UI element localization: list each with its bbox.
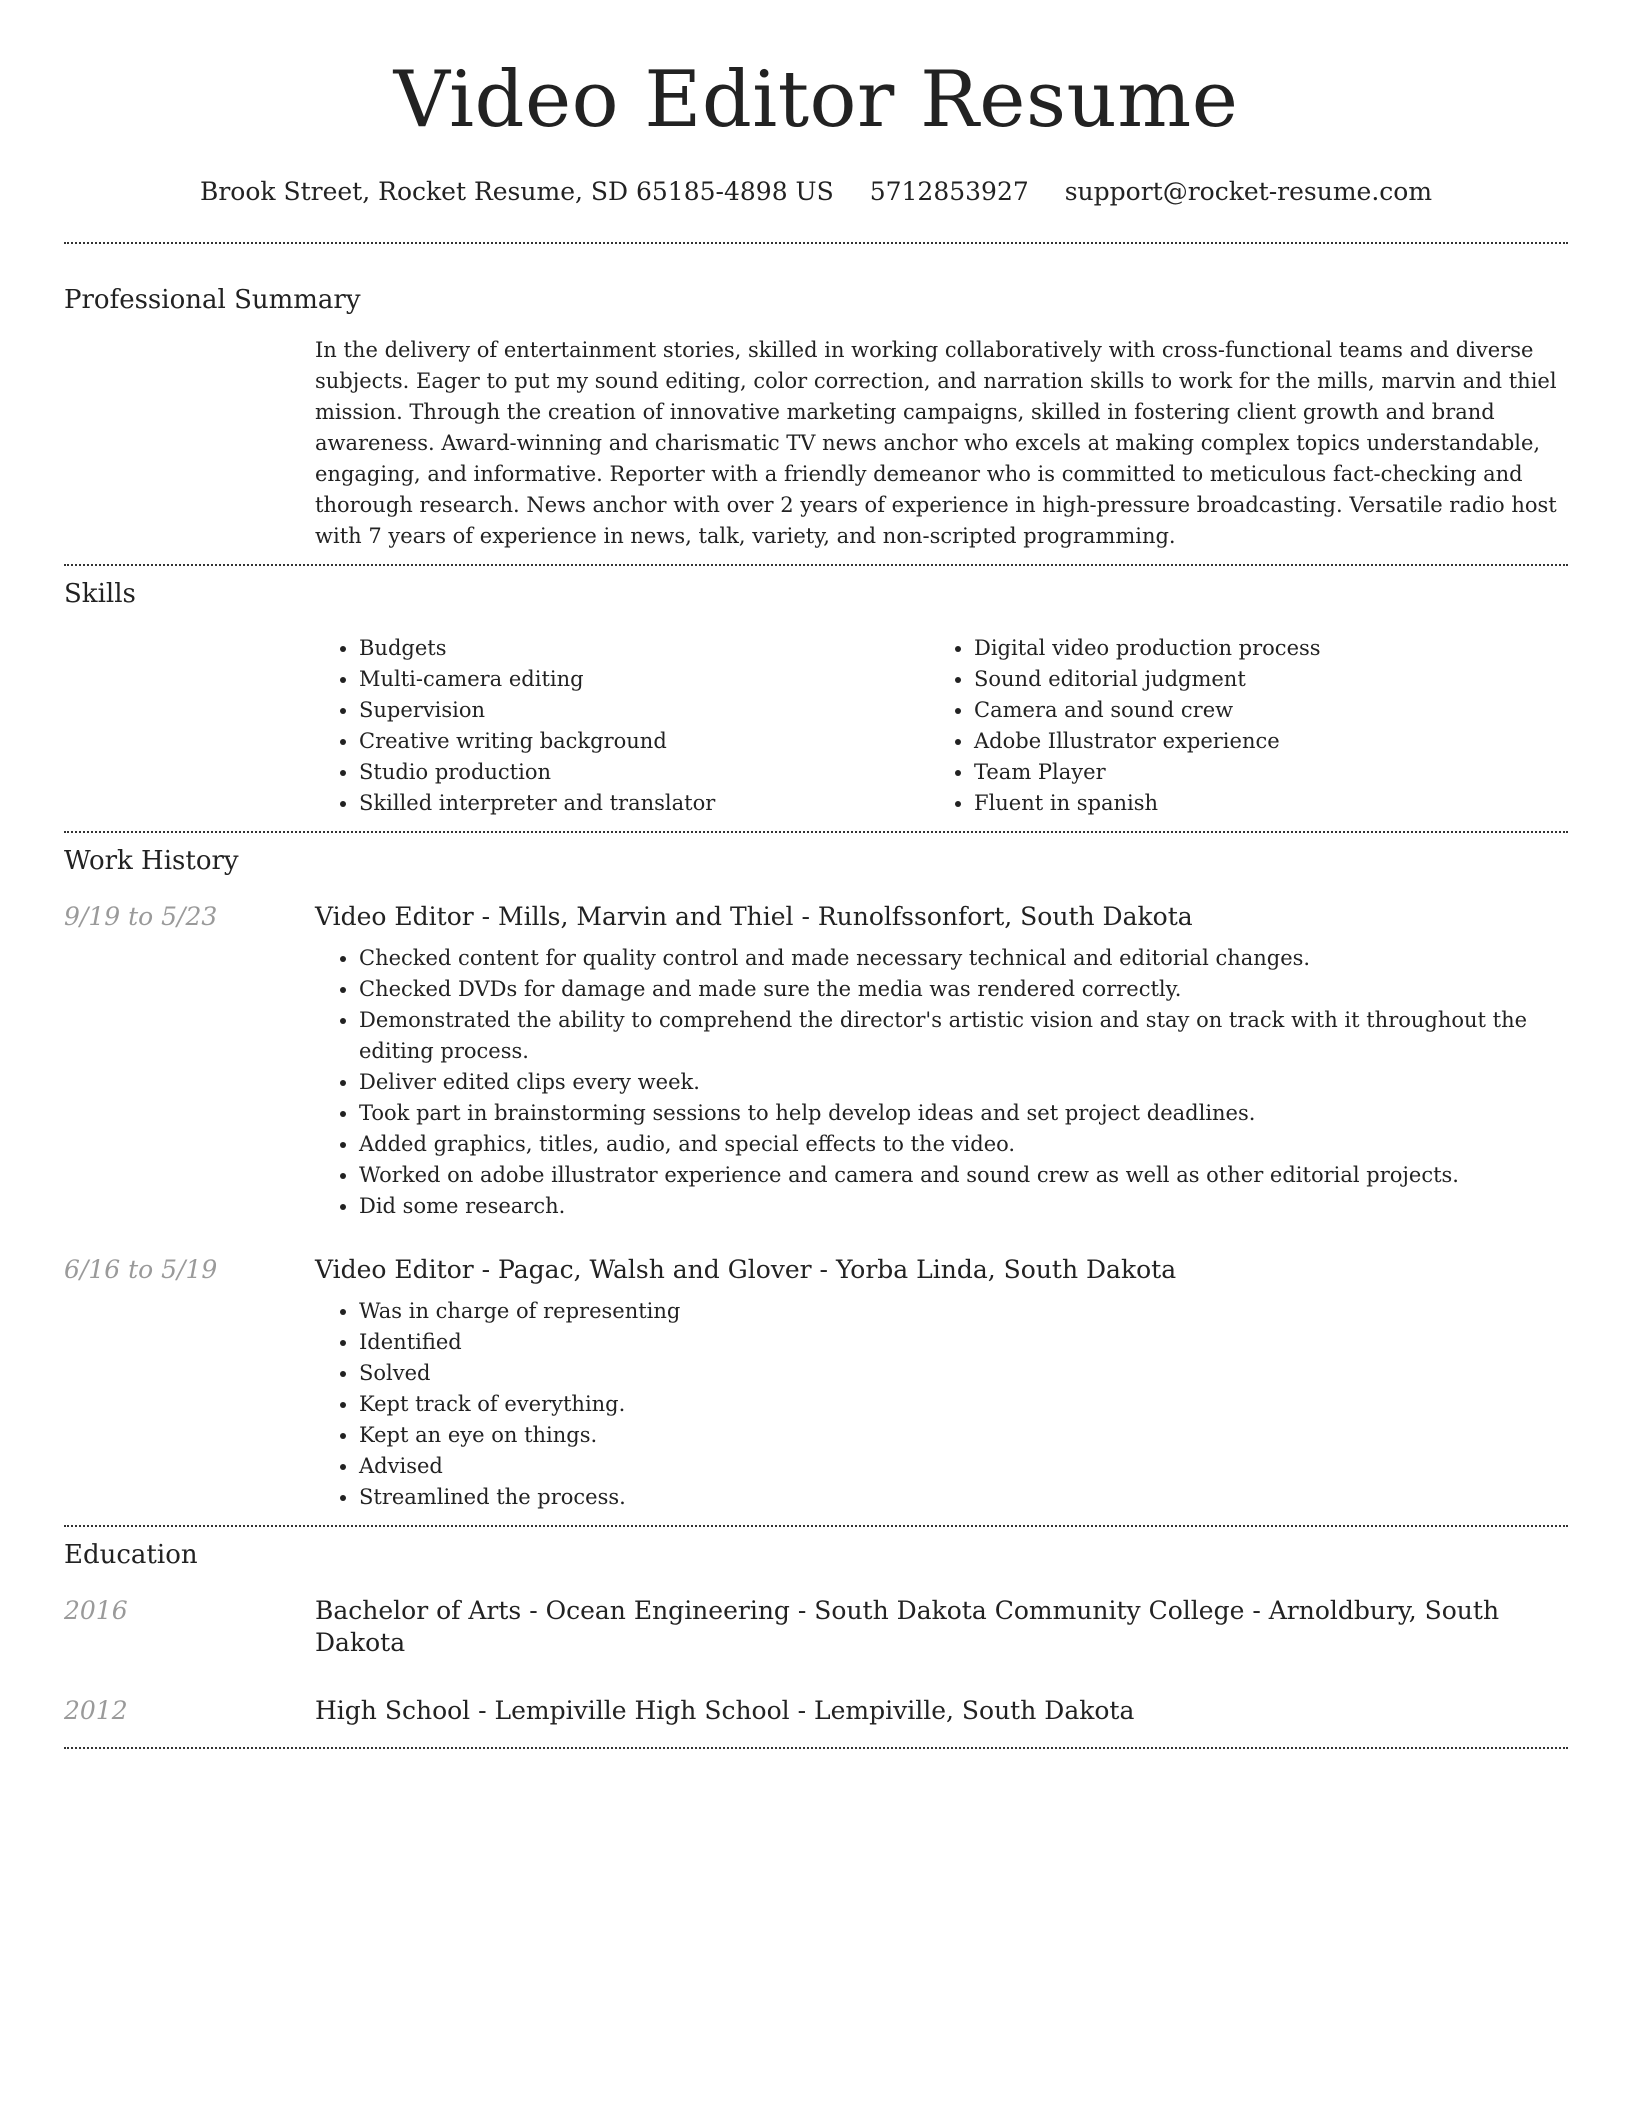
divider [64, 1747, 1568, 1749]
job-details: - Mills, Marvin and Thiel - Runolfssonfort, South Dakota [473, 902, 1193, 931]
skill-item: • Fluent in spanish [974, 788, 1545, 819]
job-title: Video Editor [315, 1255, 474, 1284]
job-entry [64, 1254, 1568, 1513]
education-content [315, 1595, 1568, 1659]
job-content [315, 901, 1568, 1222]
job-bullet: • Advised [359, 1451, 1568, 1482]
job-title: Video Editor [315, 902, 474, 931]
job-heading [315, 901, 1568, 933]
job-bullets [315, 943, 1568, 1222]
job-content [315, 1254, 1568, 1513]
job-bullet: • Solved [359, 1358, 1568, 1389]
contact-email: support@rocket-resume.com [1064, 177, 1433, 206]
education-degree: Bachelor of Arts - Ocean Engineering [315, 1596, 790, 1625]
skill-item: • Supervision [359, 695, 930, 726]
skills-heading: Skills [64, 579, 136, 609]
job-bullet: • Added graphics, titles, audio, and special effects to the video. [359, 1129, 1568, 1160]
divider [64, 564, 1568, 566]
work-heading: Work History [64, 846, 239, 876]
education-degree: High School [315, 1696, 471, 1725]
job-dates: 6/16 to 5/19 [64, 1255, 218, 1284]
job-bullet: • Did some research. [359, 1191, 1568, 1222]
education-heading-line [315, 1595, 1568, 1659]
education-year: 2016 [64, 1596, 128, 1625]
education-entry [64, 1695, 1568, 1727]
skill-item: • Camera and sound crew [974, 695, 1545, 726]
skills-column-left [315, 633, 930, 819]
education-entry [64, 1595, 1568, 1659]
resume-page [64, 0, 1568, 1749]
job-heading [315, 1254, 1568, 1286]
divider [64, 242, 1568, 244]
summary-text: In the delivery of entertainment stories, skilled in working collaboratively with cross-functional teams and diverse subjects. Eager to put my sound editing, color correction, and narration skills to work for the mills, marvin and thiel mission. Through the creation of innovative marketing campaigns, skilled in fostering client growth and brand awareness. Award-winning and charismatic TV news anchor who excels at making complex topics understandable, engaging, and informative. Reporter with a friendly demeanor who is committed to meticulous fact-checking and thorough research. News anchor with over 2 years of experience in high-pressure broadcasting. Versatile radio host with 7 years of experience in news, talk, variety, and non-scripted programming. [315, 338, 1557, 548]
skill-item: • Team Player [974, 757, 1545, 788]
skill-item: • Adobe Illustrator experience [974, 726, 1545, 757]
education-heading-line [315, 1695, 1568, 1727]
job-bullet: • Took part in brainstorming sessions to help develop ideas and set project deadlines. [359, 1098, 1568, 1129]
job-bullet: • Kept an eye on things. [359, 1420, 1568, 1451]
skill-item: • Multi-camera editing [359, 664, 930, 695]
contact-phone: 5712853927 [869, 177, 1029, 206]
divider [64, 1525, 1568, 1527]
skills-column-right [930, 633, 1545, 819]
summary-heading: Professional Summary [64, 285, 361, 315]
divider [64, 831, 1568, 833]
skill-item: • Studio production [359, 757, 930, 788]
job-dates: 9/19 to 5/23 [64, 902, 218, 931]
contact-address: Brook Street, Rocket Resume, SD 65185-4898 US [199, 177, 834, 206]
job-bullet: • Worked on adobe illustrator experience and camera and sound crew as well as other editorial projects. [359, 1160, 1568, 1191]
job-bullet: • Deliver edited clips every week. [359, 1067, 1568, 1098]
job-bullets [315, 1296, 1568, 1513]
job-bullet: • Was in charge of representing [359, 1296, 1568, 1327]
skill-item: • Skilled interpreter and translator [359, 788, 930, 819]
education-details: - Lempiville High School - Lempiville, South Dakota [470, 1696, 1135, 1725]
education-content [315, 1695, 1568, 1727]
skill-item: • Budgets [359, 633, 930, 664]
job-bullet: • Checked DVDs for damage and made sure the media was rendered correctly. [359, 974, 1568, 1005]
job-bullet: • Identified [359, 1327, 1568, 1358]
skills-list [315, 633, 1568, 819]
job-bullet: • Checked content for quality control and made necessary technical and editorial changes. [359, 943, 1568, 974]
skill-item: • Sound editorial judgment [974, 664, 1545, 695]
education-details: - South Dakota Community College - Arnoldbury, South Dakota [315, 1596, 1500, 1657]
resume-title: Video Editor Resume [393, 55, 1239, 145]
contact-line [64, 176, 1568, 208]
job-entry [64, 901, 1568, 1222]
job-details: - Pagac, Walsh and Glover - Yorba Linda, South Dakota [473, 1255, 1177, 1284]
education-heading: Education [64, 1540, 198, 1570]
education-year: 2012 [64, 1696, 128, 1725]
job-bullet: • Demonstrated the ability to comprehend the director's artistic vision and stay on track with it throughout the editing process. [359, 1005, 1568, 1067]
job-bullet: • Streamlined the process. [359, 1482, 1568, 1513]
skill-item: • Creative writing background [359, 726, 930, 757]
skill-item: • Digital video production process [974, 633, 1545, 664]
job-bullet: • Kept track of everything. [359, 1389, 1568, 1420]
